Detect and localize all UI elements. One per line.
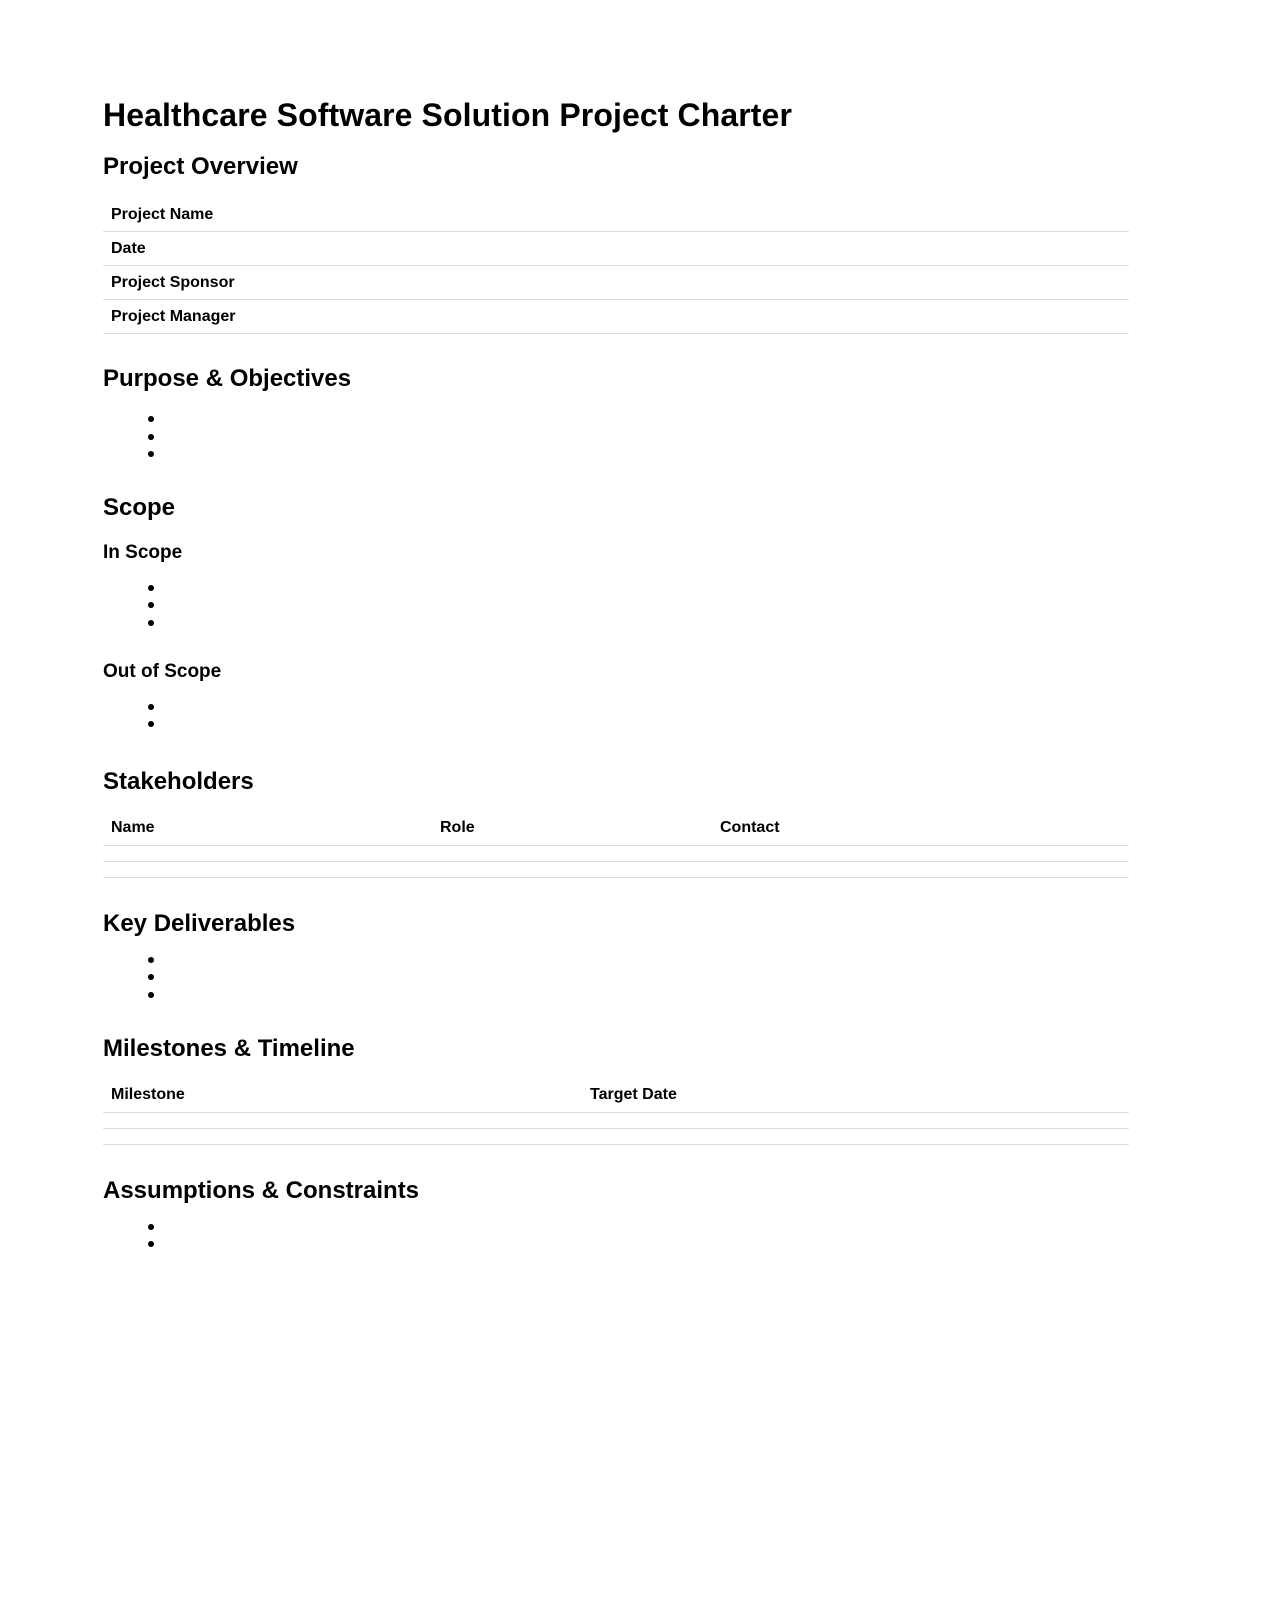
row-label-project-sponsor: Project Sponsor (103, 266, 1024, 300)
section-heading-key-deliverables: Key Deliverables (103, 909, 296, 937)
bullet-icon (148, 721, 154, 727)
assumptions-constraints-list (103, 1218, 1129, 1253)
list-item (143, 968, 1129, 986)
subheading-in-scope: In Scope (103, 541, 183, 563)
section-heading-project-overview: Project Overview (103, 153, 298, 180)
list-item (143, 445, 1129, 463)
row-value-date[interactable] (1024, 232, 1129, 266)
key-deliverables-list (103, 951, 1129, 1004)
table-row (103, 861, 1129, 877)
table-row (103, 232, 1129, 266)
column-header-role: Role (432, 812, 712, 846)
table-row (103, 1128, 1129, 1144)
section-heading-assumptions-constraints: Assumptions & Constraints (103, 1176, 420, 1204)
cell-target-date[interactable] (582, 1128, 1129, 1144)
column-header-name: Name (103, 812, 432, 846)
list-item (143, 986, 1129, 1004)
list-item (143, 1218, 1129, 1236)
out-of-scope-list (103, 698, 1129, 733)
cell-name[interactable] (103, 861, 432, 877)
bullet-icon (148, 451, 154, 457)
table-row (103, 198, 1129, 232)
row-value-project-manager[interactable] (1024, 300, 1129, 334)
document-title: Healthcare Software Solution Project Charter (103, 97, 793, 133)
section-heading-scope: Scope (103, 493, 176, 521)
table-row (103, 1112, 1129, 1128)
cell-role[interactable] (432, 861, 712, 877)
list-item (143, 596, 1129, 614)
column-header-contact: Contact (712, 812, 1129, 846)
row-value-project-sponsor[interactable] (1024, 266, 1129, 300)
cell-milestone[interactable] (103, 1128, 582, 1144)
column-header-target-date: Target Date (582, 1079, 1129, 1113)
subheading-out-of-scope: Out of Scope (103, 660, 222, 682)
cell-contact[interactable] (712, 861, 1129, 877)
table-row (103, 845, 1129, 861)
table-header-row (103, 812, 1129, 846)
row-label-project-manager: Project Manager (103, 300, 1024, 334)
cell-contact[interactable] (712, 845, 1129, 861)
bullet-icon (148, 1224, 154, 1230)
bullet-icon (148, 974, 154, 980)
list-item (143, 698, 1129, 716)
list-item (143, 428, 1129, 446)
cell-name[interactable] (103, 845, 432, 861)
section-heading-milestones-timeline: Milestones & Timeline (103, 1034, 355, 1062)
milestones-table (103, 1079, 1129, 1145)
bullet-icon (148, 416, 154, 422)
list-item (143, 951, 1129, 969)
row-value-project-name[interactable] (1024, 198, 1129, 232)
list-item (143, 1235, 1129, 1253)
bullet-icon (148, 957, 154, 963)
bullet-icon (148, 1241, 154, 1247)
row-label-project-name: Project Name (103, 198, 1024, 232)
in-scope-list (103, 579, 1129, 632)
bullet-icon (148, 620, 154, 626)
column-header-milestone: Milestone (103, 1079, 582, 1113)
table-header-row (103, 1079, 1129, 1113)
section-heading-purpose-objectives: Purpose & Objectives (103, 365, 352, 392)
table-row (103, 300, 1129, 334)
bullet-icon (148, 585, 154, 591)
list-item (143, 579, 1129, 597)
row-label-date: Date (103, 232, 1024, 266)
list-item (143, 614, 1129, 632)
project-overview-table (103, 198, 1129, 334)
table-row (103, 266, 1129, 300)
bullet-icon (148, 992, 154, 998)
stakeholders-table (103, 812, 1129, 878)
bullet-icon (148, 602, 154, 608)
bullet-icon (148, 434, 154, 440)
list-item (143, 715, 1129, 733)
cell-role[interactable] (432, 845, 712, 861)
bullet-icon (148, 704, 154, 710)
section-heading-stakeholders: Stakeholders (103, 767, 254, 795)
cell-milestone[interactable] (103, 1112, 582, 1128)
purpose-objectives-list (103, 410, 1129, 463)
cell-target-date[interactable] (582, 1112, 1129, 1128)
list-item (143, 410, 1129, 428)
